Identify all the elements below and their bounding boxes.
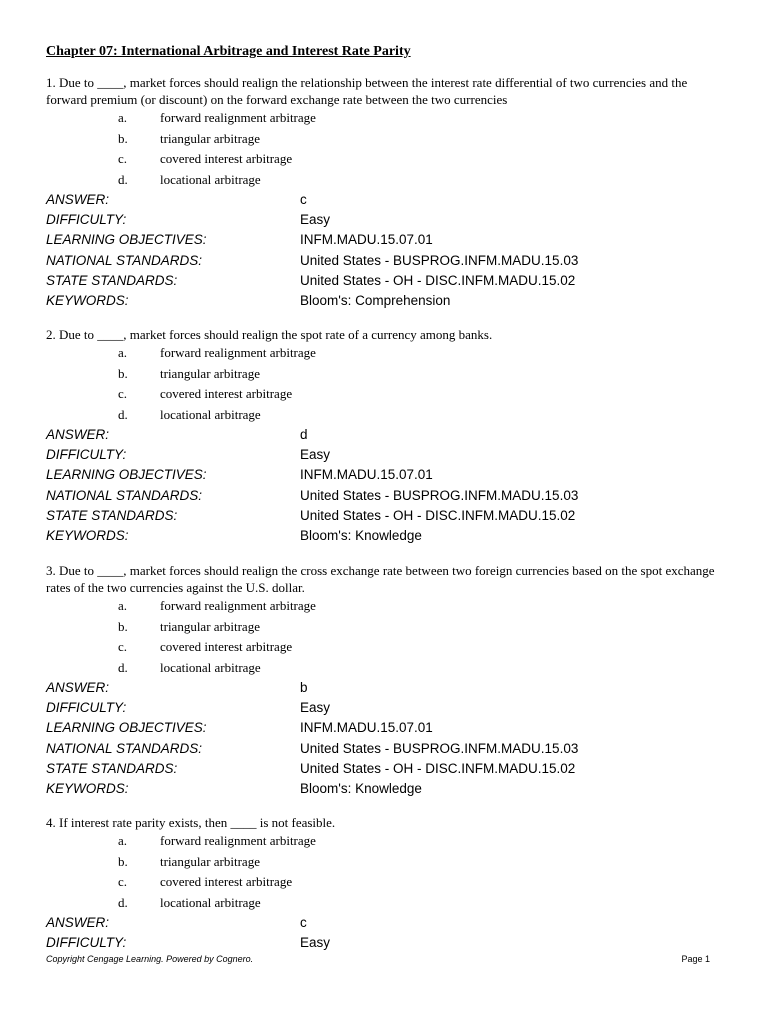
option-text: covered interest arbitrage (160, 386, 293, 401)
option-letter: c. (118, 639, 128, 654)
option-a (46, 596, 722, 617)
meta-value: United States - OH - DISC.INFM.MADU.15.02 (300, 272, 576, 288)
option-text: forward realignment arbitrage (160, 833, 316, 848)
option-c (46, 384, 722, 405)
meta-value: United States - BUSPROG.INFM.MADU.15.03 (300, 487, 579, 503)
meta-label: LEARNING OBJECTIVES: (46, 232, 207, 248)
option-letter: d. (118, 894, 128, 910)
option-text: locational arbitrage (160, 659, 261, 675)
option-d (46, 170, 722, 191)
option-letter: c. (118, 386, 128, 401)
question-text: 4. If interest rate parity exists, then ____ is not feasible. (46, 815, 336, 830)
question-text: 3. Due to ____, market forces should realign the cross exchange rate between two foreign currencies based on the spot exchange rates of the two currencies against the U.S. dollar. (46, 563, 715, 595)
meta-learning-objectives (46, 465, 722, 485)
meta-difficulty (46, 933, 722, 953)
meta-value: d (300, 427, 308, 442)
option-a (46, 831, 722, 852)
meta-value: United States - OH - DISC.INFM.MADU.15.02 (300, 760, 576, 776)
option-letter: b. (118, 365, 128, 381)
meta-label: DIFFICULTY: (46, 935, 127, 951)
option-text: triangular arbitrage (160, 130, 260, 146)
meta-keywords (46, 779, 722, 799)
option-b (46, 852, 722, 873)
option-d (46, 893, 722, 914)
meta-label: NATIONAL STANDARDS: (46, 252, 203, 268)
meta-label: ANSWER: (46, 680, 110, 695)
question-4 (46, 814, 722, 953)
option-text: forward realignment arbitrage (160, 345, 316, 360)
chapter-title: Chapter 07: International Arbitrage and Interest Rate Parity (46, 44, 411, 59)
meta-national-standards (46, 251, 722, 271)
question-1 (46, 74, 722, 311)
option-letter: a. (118, 833, 128, 848)
meta-label: KEYWORDS: (46, 292, 129, 308)
meta-label: NATIONAL STANDARDS: (46, 740, 203, 756)
meta-state-standards (46, 506, 722, 526)
option-letter: b. (118, 130, 128, 146)
meta-state-standards (46, 759, 722, 779)
option-letter: b. (118, 618, 128, 634)
option-letter: c. (118, 151, 128, 166)
option-text: triangular arbitrage (160, 365, 260, 381)
option-d (46, 405, 722, 426)
option-letter: c. (118, 874, 128, 889)
meta-value: United States - BUSPROG.INFM.MADU.15.03 (300, 740, 579, 756)
meta-value: INFM.MADU.15.07.01 (300, 720, 433, 736)
meta-answer (46, 678, 722, 698)
option-text: locational arbitrage (160, 406, 261, 422)
meta-label: NATIONAL STANDARDS: (46, 487, 203, 503)
meta-answer (46, 190, 722, 210)
meta-value: Easy (300, 447, 331, 463)
meta-difficulty (46, 210, 722, 230)
meta-state-standards (46, 271, 722, 291)
meta-value: c (300, 915, 307, 930)
option-text: covered interest arbitrage (160, 874, 293, 889)
option-letter: d. (118, 659, 128, 675)
meta-difficulty (46, 698, 722, 718)
meta-value: Bloom's: Knowledge (300, 780, 422, 796)
copyright-text: Copyright Cengage Learning. Powered by Cognero. (46, 954, 254, 964)
meta-learning-objectives (46, 230, 722, 250)
meta-value: Bloom's: Knowledge (300, 527, 422, 543)
option-text: covered interest arbitrage (160, 639, 293, 654)
meta-keywords (46, 291, 722, 311)
option-text: triangular arbitrage (160, 618, 260, 634)
option-letter: a. (118, 598, 128, 613)
option-text: triangular arbitrage (160, 853, 260, 869)
meta-value: Easy (300, 212, 331, 228)
option-c (46, 872, 722, 893)
option-b (46, 129, 722, 150)
meta-label: LEARNING OBJECTIVES: (46, 467, 207, 483)
meta-value: United States - OH - DISC.INFM.MADU.15.02 (300, 507, 576, 523)
meta-value: INFM.MADU.15.07.01 (300, 232, 433, 248)
meta-value: b (300, 680, 308, 695)
meta-label: DIFFICULTY: (46, 447, 127, 463)
meta-label: ANSWER: (46, 915, 110, 930)
meta-answer (46, 913, 722, 933)
meta-label: KEYWORDS: (46, 780, 129, 796)
option-text: forward realignment arbitrage (160, 598, 316, 613)
option-letter: b. (118, 853, 128, 869)
meta-answer (46, 425, 722, 445)
meta-national-standards (46, 486, 722, 506)
meta-value: Bloom's: Comprehension (300, 292, 451, 308)
meta-label: ANSWER: (46, 427, 110, 442)
question-text: 1. Due to ____, market forces should realign the relationship between the interest rate differential of two currencies and the forward premium (or discount) on the forward exchange rate between the two currencies (46, 75, 688, 107)
option-letter: d. (118, 406, 128, 422)
page-number: Page 1 (681, 954, 710, 964)
meta-label: DIFFICULTY: (46, 700, 127, 716)
meta-learning-objectives (46, 718, 722, 738)
meta-label: STATE STANDARDS: (46, 272, 178, 288)
option-letter: a. (118, 345, 128, 360)
meta-label: ANSWER: (46, 192, 110, 207)
option-c (46, 637, 722, 658)
option-a (46, 108, 722, 129)
option-text: locational arbitrage (160, 171, 261, 187)
meta-keywords (46, 526, 722, 546)
option-text: covered interest arbitrage (160, 151, 293, 166)
meta-value: Easy (300, 700, 331, 716)
meta-difficulty (46, 445, 722, 465)
meta-value: INFM.MADU.15.07.01 (300, 467, 433, 483)
meta-value: c (300, 192, 307, 207)
meta-label: LEARNING OBJECTIVES: (46, 720, 207, 736)
option-d (46, 658, 722, 679)
meta-value: United States - BUSPROG.INFM.MADU.15.03 (300, 252, 579, 268)
meta-label: STATE STANDARDS: (46, 760, 178, 776)
question-text: 2. Due to ____, market forces should realign the spot rate of a currency among banks. (46, 327, 493, 342)
option-b (46, 364, 722, 385)
option-c (46, 149, 722, 170)
option-text: locational arbitrage (160, 894, 261, 910)
question-3 (46, 562, 722, 799)
question-2 (46, 326, 722, 546)
meta-label: DIFFICULTY: (46, 212, 127, 228)
option-a (46, 343, 722, 364)
option-b (46, 617, 722, 638)
meta-label: KEYWORDS: (46, 527, 129, 543)
meta-national-standards (46, 739, 722, 759)
meta-label: STATE STANDARDS: (46, 507, 178, 523)
meta-value: Easy (300, 935, 331, 951)
option-letter: a. (118, 110, 128, 125)
option-letter: d. (118, 171, 128, 187)
option-text: forward realignment arbitrage (160, 110, 316, 125)
